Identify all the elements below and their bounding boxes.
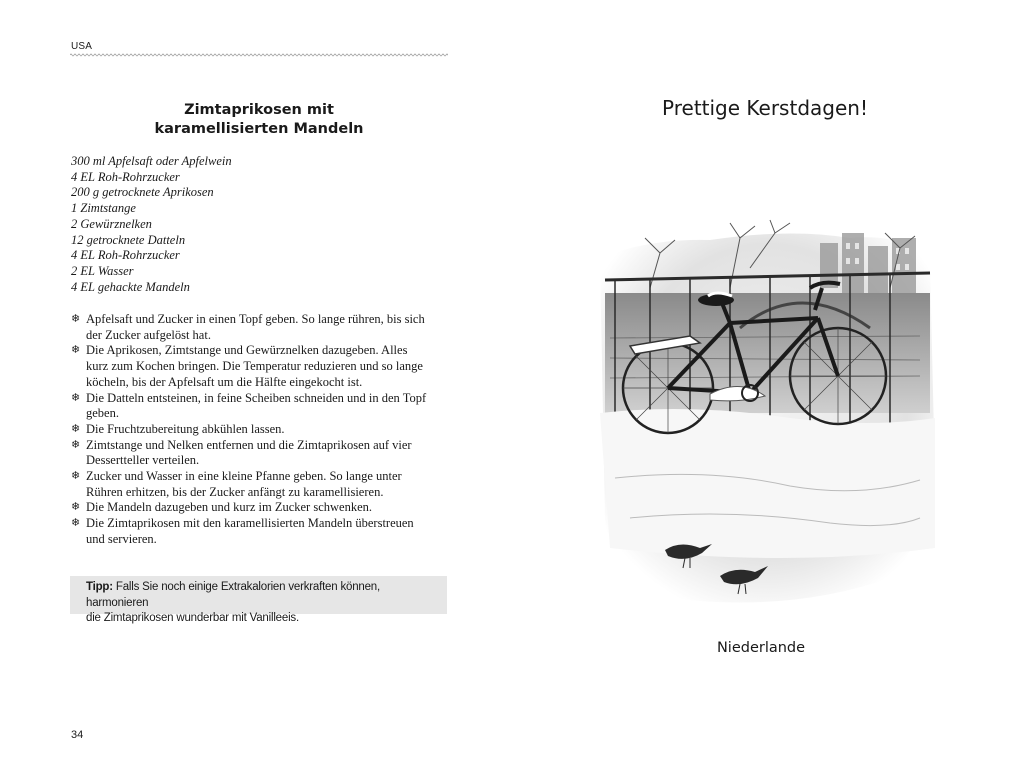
instruction-step [71,469,451,500]
step-line: Zucker und Wasser in eine kleine Pfanne geben. So lange unter [86,469,402,484]
instruction-step [71,516,451,547]
instruction-list [71,312,451,548]
tip-line [86,580,437,611]
recipe-title-line: Zimtaprikosen mit [184,102,334,118]
snowflake-icon: ❄ [71,517,81,530]
greeting-heading: Prettige Kerstdagen! [662,96,868,120]
ingredient-item: 4 EL gehackte Mandeln [71,279,190,294]
ingredient-item: 12 getrocknete Datteln [71,232,186,247]
ingredient-item: 200 g getrocknete Aprikosen [71,185,214,200]
right-page [510,0,1020,782]
ingredient-item: 2 EL Wasser [71,263,134,278]
step-line: Die Mandeln dazugeben und kurz im Zucker schwenken. [86,500,373,515]
wavy-rule-divider [70,52,448,58]
instruction-step [71,438,451,469]
step-line: kurz zum Kochen bringen. Die Temperatur reduzieren und so lange [86,359,423,374]
step-line: Rühren erhitzen, bis der Zucker anfängt zu karamellisieren. [86,484,384,499]
snowflake-icon: ❄ [71,470,81,483]
snowflake-icon: ❄ [71,422,81,435]
ingredient-item: 300 ml Apfelsaft oder Apfelwein [71,154,232,168]
step-line: Die Aprikosen, Zimtstange und Gewürznelken dazugeben. Alles [86,343,408,358]
step-line: Apfelsaft und Zucker in einen Topf geben. So lange rühren, bis sich [86,312,425,326]
ingredient-item: 1 Zimtstange [71,201,136,216]
running-head: USA [71,41,93,52]
ingredient-item: 4 EL Roh-Rohrzucker [71,248,180,263]
snowflake-icon: ❄ [71,501,81,514]
tip-label: Tipp: [86,581,113,593]
step-line: und servieren. [86,531,157,546]
snowflake-icon: ❄ [71,391,81,404]
instruction-step [71,500,451,516]
page-number: 34 [71,729,84,741]
step-line: Zimtstange und Nelken entfernen und die Zimtaprikosen auf vier [86,437,412,452]
ingredient-item: 2 Gewürznelken [71,216,152,231]
instruction-step [71,312,451,343]
step-line: der Zucker aufgelöst hat. [86,327,211,342]
step-line: köcheln, bis der Apfelsaft um die Hälfte eingekocht ist. [86,374,363,389]
recipe-title [70,101,448,139]
step-line: geben. [86,406,119,421]
country-caption: Niederlande [716,640,806,656]
tip-text: Falls Sie noch einige Extrakalorien verkraften können, harmonieren [86,581,380,609]
snowflake-icon: ❄ [71,313,81,325]
snowy-bicycle-illustration [590,218,940,618]
recipe-title-line: karamellisierten Mandeln [154,121,364,137]
snowflake-icon: ❄ [71,344,81,357]
ingredient-item: 4 EL Roh-Rohrzucker [71,169,180,184]
step-line: Die Datteln entsteinen, in feine Scheiben schneiden und in den Topf [86,390,427,405]
instruction-step [71,422,451,438]
step-line: Dessertteller verteilen. [86,453,200,468]
tip-line: die Zimtaprikosen wunderbar mit Vanilleeis. [86,612,299,624]
step-line: Die Zimtaprikosen mit den karamellisierten Mandeln überstreuen [86,516,414,531]
snowflake-icon: ❄ [71,438,81,451]
instruction-step [71,343,451,390]
instruction-step [71,391,451,422]
step-line: Die Fruchtzubereitung abkühlen lassen. [86,421,285,436]
tip-box [70,576,447,624]
ingredient-list [71,154,232,295]
